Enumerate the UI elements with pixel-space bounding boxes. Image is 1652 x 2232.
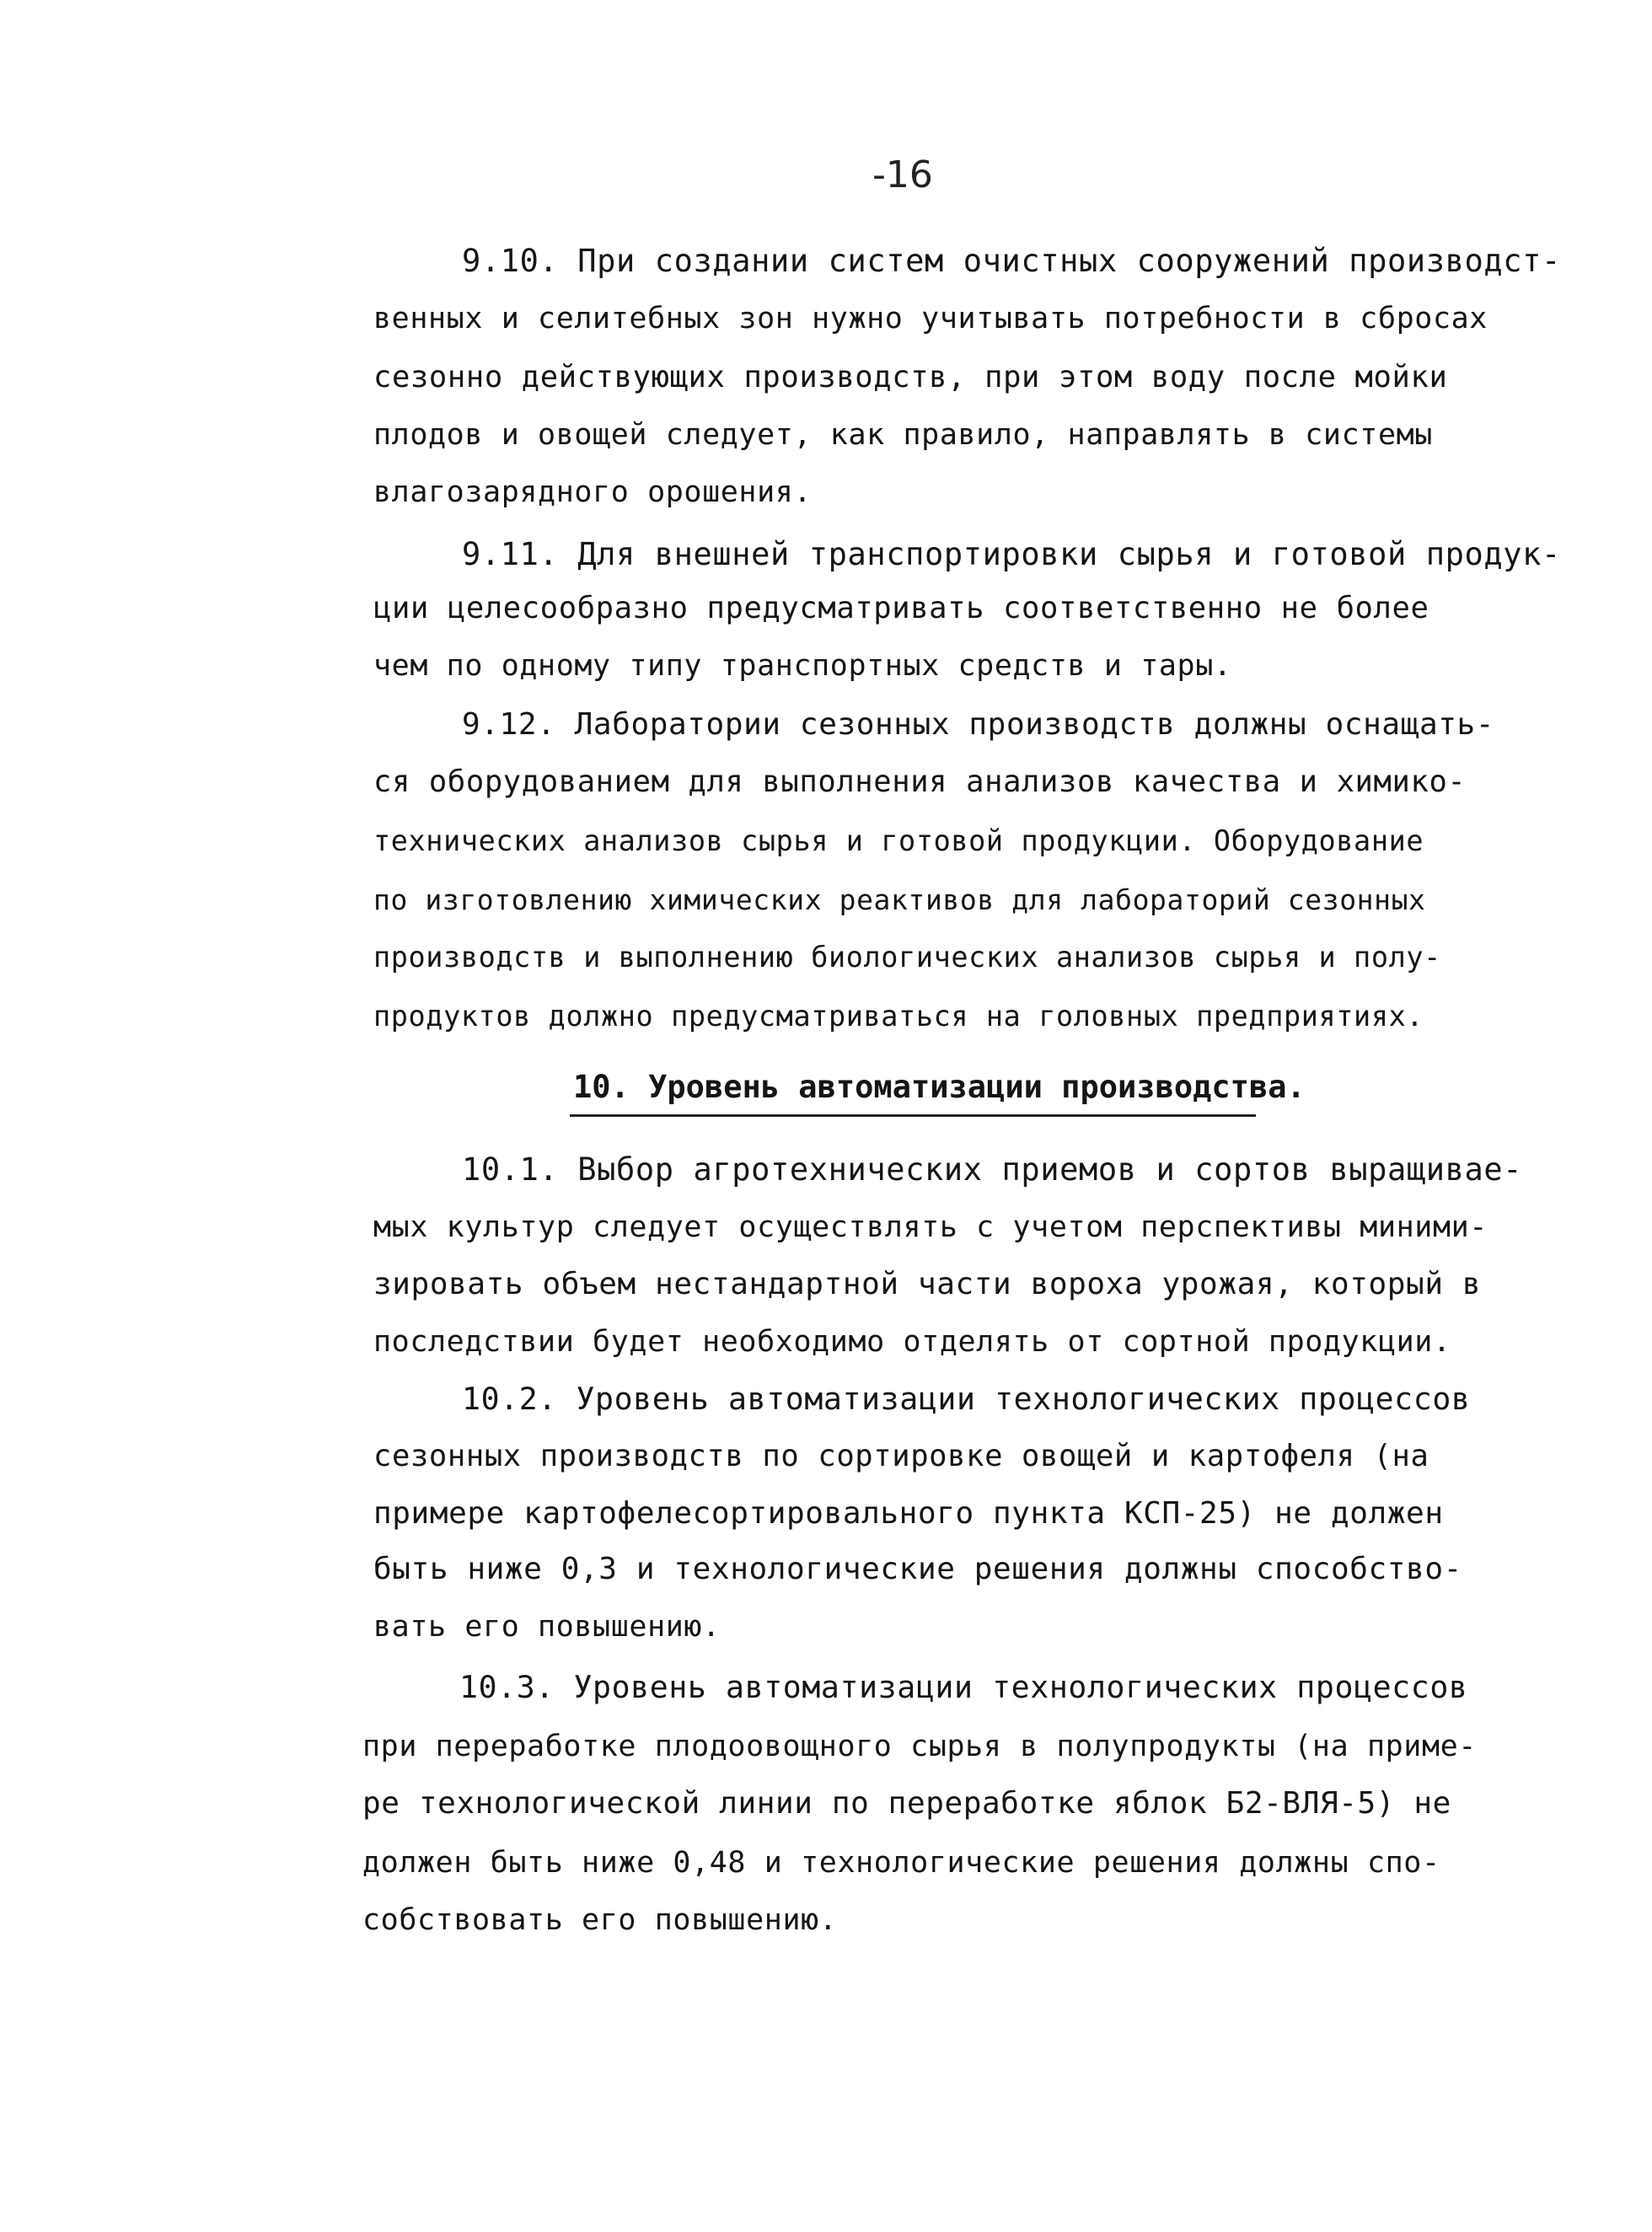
text-line: ции целесообразно предусматривать соответственно не более bbox=[373, 591, 1429, 625]
text-line: зировать объем нестандартной части вороха урожая, который в bbox=[373, 1267, 1482, 1301]
text-line: венных и селитебных зон нужно учитывать потребности в сбросах bbox=[373, 302, 1488, 335]
text-line: мых культур следует осуществлять с учетом перспективы миними- bbox=[373, 1210, 1488, 1244]
text-line: производств и выполнению биологических анализов сырья и полу- bbox=[373, 941, 1441, 974]
text-line: 9.10. При создании систем очистных сооружений производст- bbox=[462, 243, 1561, 279]
text-line: сезонно действующих производств, при этом воду после мойки bbox=[373, 360, 1448, 394]
text-line: вать его повышению. bbox=[373, 1610, 721, 1644]
text-line: сезонных производств по сортировке овощей и картофеля (на bbox=[373, 1439, 1429, 1473]
text-line: последствии будет необходимо отделять от сортной продукции. bbox=[373, 1325, 1451, 1359]
text-line: должен быть ниже 0,48 и технологические решения должны спо- bbox=[362, 1846, 1440, 1880]
text-line: быть ниже 0,3 и технологические решения должны способство- bbox=[373, 1552, 1462, 1586]
text-line: технических анализов сырья и готовой продукции. Оборудование bbox=[373, 824, 1424, 857]
text-line: при переработке плодоовощного сырья в полупродукты (на приме- bbox=[362, 1730, 1477, 1763]
page-number: -16 bbox=[872, 153, 933, 196]
text-line: 10.2. Уровень автоматизации технологических процессов bbox=[462, 1381, 1471, 1417]
text-line: чем по одному типу транспортных средств и тары. bbox=[373, 649, 1232, 683]
text-line: 9.12. Лаборатории сезонных производств должны оснащать- bbox=[462, 707, 1495, 742]
heading-underline bbox=[570, 1114, 1256, 1117]
text-line: ре технологической линии по переработке яблок Б2-ВЛЯ-5) не bbox=[362, 1786, 1451, 1821]
text-line: плодов и овощей следует, как правило, направлять в системы bbox=[373, 418, 1433, 452]
text-line: продуктов должно предусматриваться на головных предприятиях. bbox=[373, 1000, 1424, 1033]
text-line: ся оборудованием для выполнения анализов качества и химико- bbox=[373, 765, 1467, 799]
section-heading: 10. Уровень автоматизации производства. bbox=[573, 1069, 1306, 1105]
text-line: 10.1. Выбор агротехнических приемов и сортов выращивае- bbox=[462, 1151, 1523, 1188]
text-line: по изготовлению химических реактивов для лабораторий сезонных bbox=[373, 883, 1426, 916]
text-line: 10.3. Уровень автоматизации технологических процессов bbox=[459, 1669, 1468, 1705]
text-line: влагозарядного орошения. bbox=[373, 475, 813, 509]
text-line: собствовать его повышению. bbox=[362, 1903, 838, 1937]
text-line: примере картофелесортировального пункта КСП-25) не должен bbox=[373, 1496, 1444, 1531]
text-line: 9.11. Для внешней транспортировки сырья и готовой продук- bbox=[462, 536, 1561, 572]
